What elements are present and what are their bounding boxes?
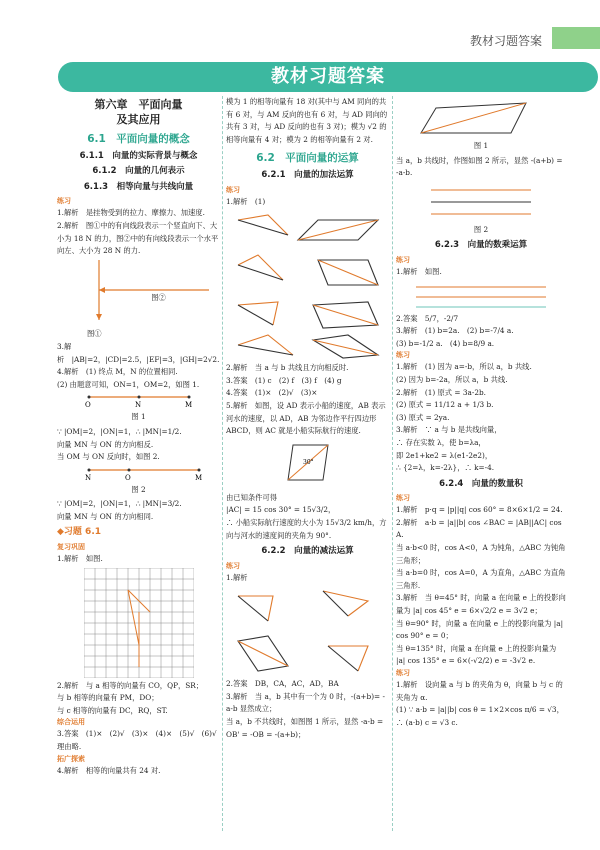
svg-text:O: O: [124, 473, 131, 482]
subsection-title: 6.2.2 向量的减法运算: [261, 546, 354, 557]
answer-text: 4.解析 (1) 终点 M，N 的位置相同.: [57, 367, 178, 377]
subsection-title: 6.1.1 向量的实际背景与概念: [79, 150, 198, 161]
answer-text: 3.解析 (1) b=2a. (2) b=-7/4 a.: [396, 326, 514, 336]
svg-text:N: N: [84, 473, 91, 482]
answer-text: 与 b 相等的向量有 PM，DO；: [57, 693, 159, 703]
answer-text: ∴ {2=λ，k=-2λ}，∴ k=-4.: [396, 463, 495, 473]
answer-text: 3.解析 当 a，b 其中有一个为 0 时，-(a+b)= -a-b 显然成立；: [226, 691, 385, 714]
practice-label: 练习: [396, 255, 410, 264]
answer-text: 1.解析: [226, 572, 248, 582]
number-line-figure-1: [69, 393, 209, 409]
answer-text: 1.解析 (1): [226, 196, 266, 206]
subsection-title: 6.2.4 向量的数量积: [439, 478, 523, 489]
answer-text: 5.解析 如图，设 AD 表示小船的速度，AB 表示河水的速度，以 AD，AB 为邻边作平行四边形 ABCD，则 AC 就是小船实际航行的速度.: [226, 400, 386, 436]
parallelogram-figure-1: [416, 98, 546, 138]
boat-velocity-figure: [273, 440, 343, 490]
answer-text: 当 a，b 共线时，作图如图 2 所示，显然 -(a+b) = -a-b.: [396, 155, 563, 178]
answer-text: 4.答案 (1)× (2)√ (3)×: [226, 388, 318, 398]
collinear-figure: [421, 182, 541, 222]
answer-text: 2.答案 5/7，-2/7: [396, 313, 459, 323]
answer-text: 3.解析 |AB|=2，|CD|=2.5，|EF|=3，|GH|=2√2.: [57, 341, 220, 364]
figure-caption: 图 1: [473, 141, 489, 150]
subsection-title: 6.2.3 向量的数乘运算: [434, 240, 528, 251]
expand-label: 拓广探索: [57, 754, 85, 763]
answer-text: ∵ |OM|=2，|ON|=1，∴ |MN|=1/2.: [57, 426, 182, 436]
scalar-multiple-figure: [406, 281, 556, 311]
answer-text: 2.解析 图①中的有向线段表示一个竖直向下、大小为 18 N 的力，图②中的有向线段表示一个水平向左、大小为 28 N 的力.: [57, 220, 219, 256]
header-accent-bar: [552, 27, 600, 49]
answer-text: (2) 因为 b=-2a，所以 a，b 共线.: [396, 374, 508, 384]
review-label: 复习巩固: [57, 543, 85, 552]
answer-text: 当 θ=135° 时，向量 a 在向量 e 上的投影向量为 |a| cos 135° e = 6×(-√2/2) e = -3√2 e.: [396, 643, 557, 666]
answer-text: 向量 MN 与 ON 的方向相同.: [57, 511, 154, 521]
answer-text: 2.答案 DB，CA，AC，AD，BA: [226, 679, 339, 689]
answer-text: 2.解析 与 a 相等的向量有 CO，QP，SR；: [57, 680, 204, 690]
column-divider: [392, 96, 394, 831]
vector-addition-figures: [228, 210, 388, 360]
svg-text:M: M: [194, 473, 202, 482]
answer-text: 1.解析 是挂物受到的拉力、摩擦力、加速度.: [57, 208, 205, 218]
subsection-title: 6.2.1 向量的加法运算: [261, 169, 354, 180]
practice-label: 练习: [396, 669, 410, 677]
answer-text: 由已知条件可得: [226, 492, 278, 502]
number-line-figure-2: [69, 466, 209, 482]
svg-text:M: M: [184, 401, 192, 410]
practice-label: 练习: [226, 561, 240, 570]
column-3: [396, 96, 566, 729]
chapter-title-2: 及其应用: [116, 113, 161, 126]
header-title: 教材习题答案: [470, 34, 543, 48]
figure-caption: 图 2: [131, 484, 146, 494]
practice-label: 练习: [226, 185, 240, 194]
column-2: [226, 96, 389, 741]
exercise-title: ◆习题 6.1: [57, 527, 101, 538]
answer-text: ∴ 存在实数 λ，使 b=λa，: [396, 437, 486, 447]
svg-text:O: O: [84, 401, 91, 410]
answer-text: (1) ∵ a·b = |a||b| cos θ = 1×2×cos π/6 = √3，∴ (a·b) c = √3 c.: [396, 705, 564, 727]
section-title: 6.1 平面向量的概念: [87, 133, 190, 145]
svg-text:30°: 30°: [302, 458, 314, 466]
answer-text: 当 OM 与 ON 反向时，如图 2.: [57, 452, 160, 462]
page-banner: 教材习题答案: [58, 62, 598, 92]
answer-text: 当 a·b=0 时，cos A=0，A 为直角，△ABC 为直角三角形.: [396, 568, 566, 590]
figure-caption: 图 2: [473, 224, 489, 234]
answer-text: (2) 由题意可知，ON=1，OM=2，如图 1.: [57, 379, 200, 389]
grid-figure: [84, 568, 194, 678]
answer-text: 2.解析 a·b = |a||b| cos ∠BAC = |AB||AC| cos A.: [396, 517, 562, 540]
answer-text: 当 θ=90° 时，向量 a 在向量 e 上的投影向量为 |a| cos 90° e = 0；: [396, 618, 564, 641]
subsection-title: 6.1.3 相等向量与共线向量: [83, 181, 194, 192]
answer-text: (2) 原式 = 11/12 a + 1/3 b.: [396, 400, 494, 410]
practice-label: 练习: [396, 494, 410, 503]
svg-text:N: N: [134, 401, 141, 410]
column-divider: [222, 96, 224, 831]
column-1: [57, 96, 224, 777]
subsection-title: 6.1.2 向量的几何表示: [92, 166, 185, 177]
answer-text: |AC| = 15 cos 30° = 15√3/2，: [226, 505, 336, 515]
answer-text: (3) 原式 = 2ya.: [396, 412, 450, 422]
answer-text: (3) b=-1/2 a. (4) b=8/9 a.: [396, 338, 495, 348]
answer-text: 模为 1 的相等向量有 18 对(其中与 AM 同向的共有 6 对，与 AM 反向的也有 6 对，与 AD 同向的共有 3 对，与 AD 反向的也有 3 对)；模为 √2 的相等向量有 4 对；模为 2 的相等向量有 2 对.: [226, 97, 388, 144]
answer-text: 3.解析 ∵ a 与 b 是共线向量，: [396, 425, 502, 435]
apply-label: 综合运用: [57, 718, 85, 727]
answer-text: 当 a·b<0 时，cos A<0，A 为钝角，△ABC 为钝角三角形；: [396, 543, 566, 565]
answer-text: 3.解析 当 θ=45° 时，向量 a 在向量 e 上的投影向量为 |a| cos 45° e = 6×√2/2 e = 3√2 e；: [396, 593, 566, 616]
answer-text: 即 2e1+ke2 = λ(e1-2e2)，: [396, 450, 493, 460]
answer-text: 1.解析 设向量 a 与 b 的夹角为 θ，向量 b 与 c 的夹角为 α.: [396, 680, 563, 702]
answer-text: 2.解析 当 a 与 b 共线且方向相反时.: [226, 363, 349, 373]
answer-text: 1.解析 如图.: [57, 554, 103, 564]
section-title: 6.2 平面向量的运算: [256, 152, 359, 165]
answer-text: 3.答案 (1)× (2)√ (3)× (4)× (5)√ (6)√ 理由略.: [57, 729, 224, 752]
answer-text: ∵ |OM|=2，|ON|=1，∴ |MN|=3/2.: [57, 499, 182, 509]
answer-text: 1.解析 p·q = |p||q| cos 60° = 8×6×1/2 = 24.: [396, 505, 563, 515]
answer-text: 3.答案 (1) c (2) f (3) f (4) g: [226, 375, 342, 385]
answer-text: 与 c 相等的向量有 DC，RQ，ST.: [57, 705, 168, 715]
answer-text: ∴ 小船实际航行速度的大小为 15√3/2 km/h，方向与河水的速度间的夹角为 90°.: [226, 517, 387, 540]
practice-label: 练习: [396, 351, 410, 360]
answer-text: 1.解析 (1) 因为 a=-b，所以 a，b 共线.: [396, 362, 532, 372]
chapter-title: 第六章 平面向量: [94, 98, 183, 111]
answer-text: 当 a，b 不共线时，如图图 1 所示，显然 -a-b = OB' = -OB = -(a+b)；: [226, 717, 384, 739]
answer-text: 向量 MN 与 ON 的方向相反.: [57, 439, 154, 449]
figure-caption: 图①: [87, 329, 102, 339]
figure-caption: 图②: [151, 292, 166, 302]
practice-label: 练习: [57, 197, 71, 206]
vector-subtraction-figures: [228, 586, 388, 676]
answer-text: 1.解析 如图.: [396, 266, 442, 276]
answer-text: 2.解析 (1) 原式 = 3a-2b.: [396, 387, 486, 397]
figure-caption: 图 1: [131, 412, 146, 422]
answer-text: 4.解析 相等的向量共有 24 对.: [57, 765, 161, 775]
